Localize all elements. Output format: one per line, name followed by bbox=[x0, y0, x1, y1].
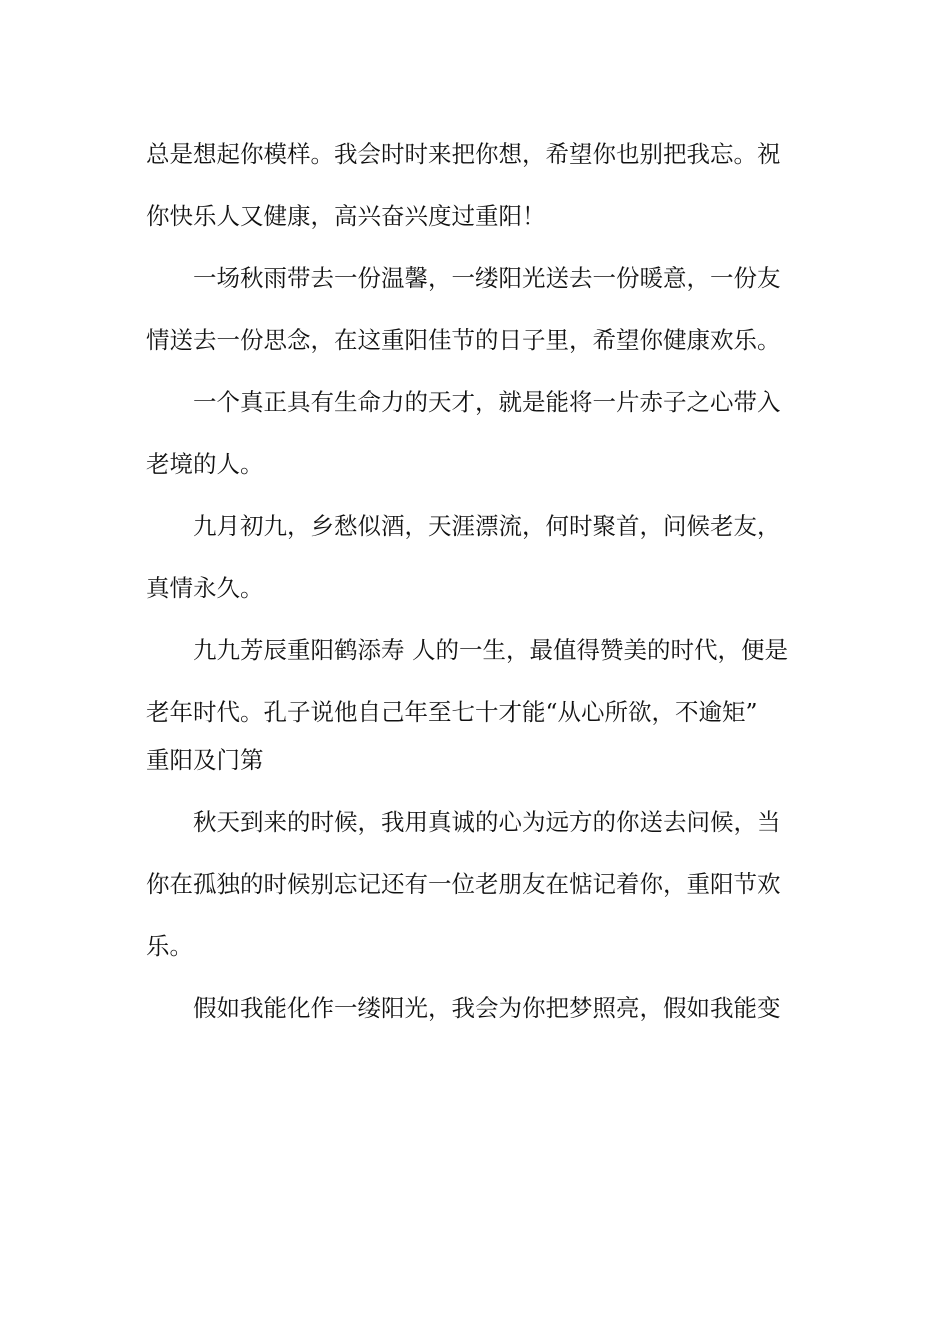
paragraph-start-line: 九九芳辰重阳鹤添寿 人的一生，最值得赞美的时代，便是 bbox=[193, 636, 788, 664]
text-line: 情送去一份思念，在这重阳佳节的日子里，希望你健康欢乐。 bbox=[146, 326, 781, 354]
paragraph-start-line: 九月初九，乡愁似酒，天涯漂流，何时聚首，问候老友， bbox=[193, 512, 781, 540]
text-line: 老境的人。 bbox=[146, 450, 264, 478]
paragraph-start-line: 一场秋雨带去一份温馨，一缕阳光送去一份暖意，一份友 bbox=[193, 264, 781, 292]
text-line: 总是想起你模样。我会时时来把你想，希望你也别把我忘。祝 bbox=[146, 140, 781, 168]
text-line: 重阳及门第 bbox=[146, 746, 264, 774]
text-line: 老年时代。孔子说他自己年至七十才能“从心所欲，不逾矩” bbox=[146, 698, 758, 726]
text-line: 乐。 bbox=[146, 932, 193, 960]
paragraph-start-line: 假如我能化作一缕阳光，我会为你把梦照亮，假如我能变 bbox=[193, 994, 781, 1022]
text-line: 你在孤独的时候别忘记还有一位老朋友在惦记着你，重阳节欢 bbox=[146, 870, 781, 898]
text-line: 真情永久。 bbox=[146, 574, 264, 602]
text-line: 你快乐人又健康，高兴奋兴度过重阳！ bbox=[146, 202, 546, 230]
paragraph-start-line: 一个真正具有生命力的天才，就是能将一片赤子之心带入 bbox=[193, 388, 781, 416]
document-body bbox=[146, 128, 808, 1044]
paragraph-start-line: 秋天到来的时候，我用真诚的心为远方的你送去问候，当 bbox=[193, 808, 781, 836]
